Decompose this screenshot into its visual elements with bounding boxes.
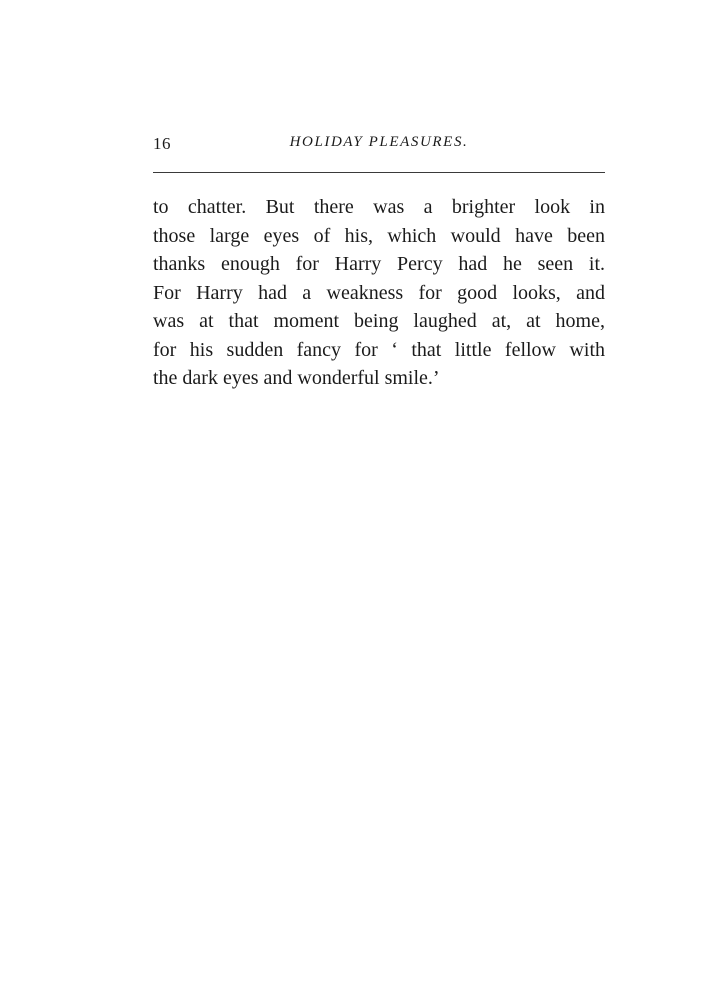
text-line: for his sudden fancy for ‘ that little fellow with bbox=[153, 338, 605, 361]
text-line: the dark eyes and wonderful smile.’ bbox=[153, 367, 440, 389]
text-line: thanks enough for Harry Percy had he seen it. bbox=[153, 253, 605, 275]
body-paragraph bbox=[153, 193, 605, 393]
running-title: HOLIDAY PLEASURES. bbox=[289, 134, 469, 150]
text-line: was at that moment being laughed at, at home, bbox=[153, 310, 605, 332]
header-rule bbox=[153, 172, 605, 173]
page-number: 16 bbox=[153, 134, 171, 153]
text-line: For Harry had a weakness for good looks, and bbox=[153, 281, 605, 304]
text-line: to chatter. But there was a brighter look in bbox=[153, 196, 605, 218]
text-line: those large eyes of his, which would have been bbox=[153, 224, 605, 247]
running-head bbox=[153, 134, 605, 160]
